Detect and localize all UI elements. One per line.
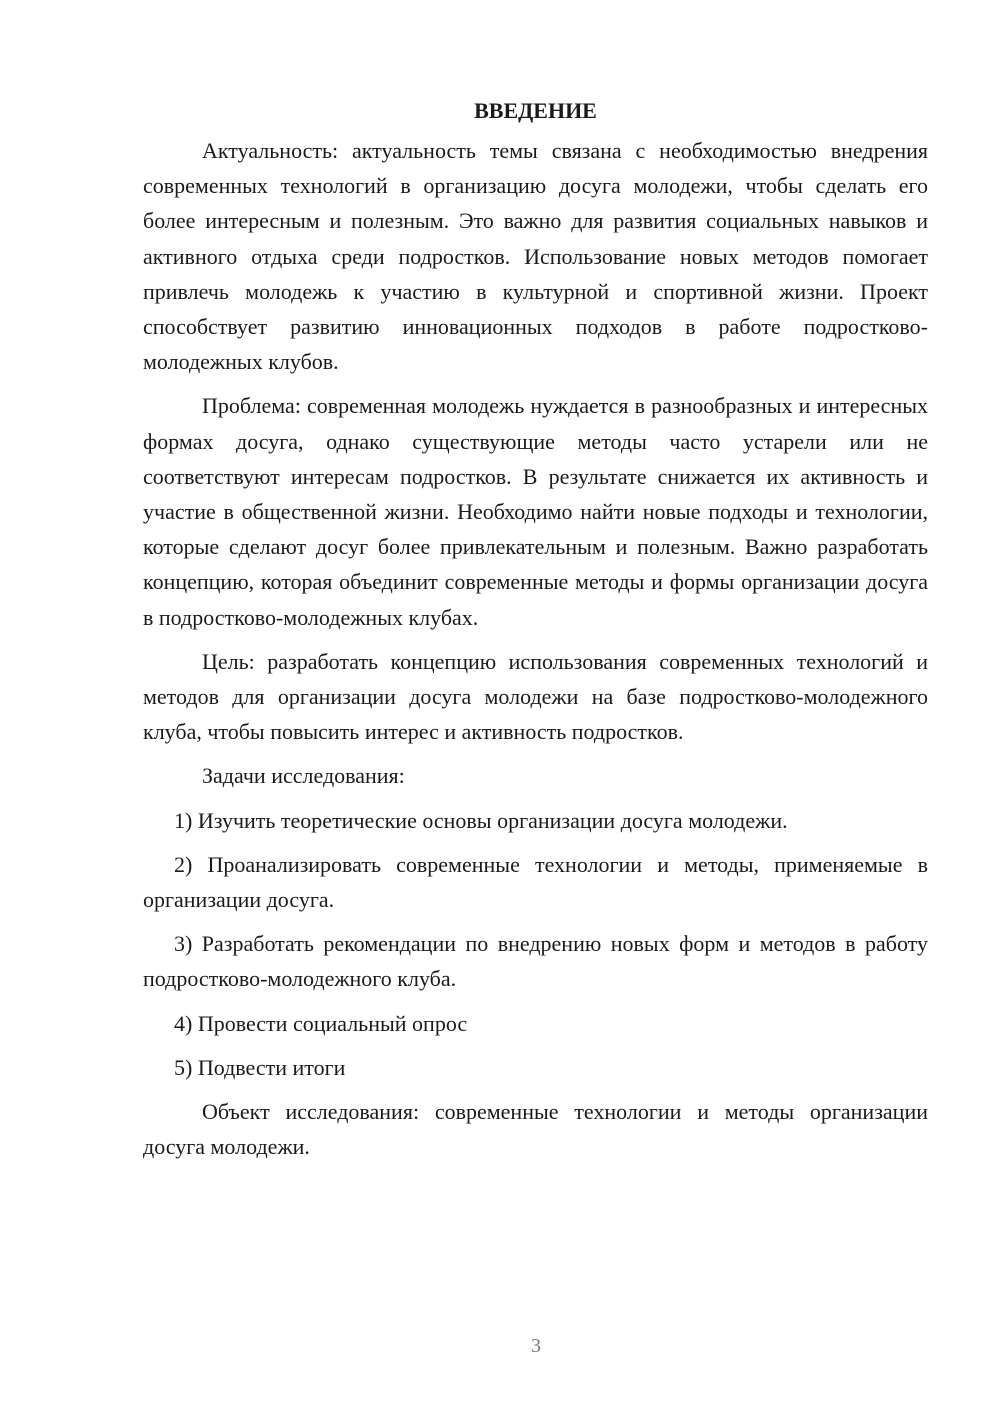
paragraph-object: Объект исследования: современные технологии и методы организации досуга молодежи. [143,1099,928,1160]
document-page [143,93,928,1173]
task-item-5: 5) Подвести итоги [174,1054,346,1080]
paragraph-problem: Проблема: современная молодежь нуждается в разнообразных и интересных формах досуга, однако существующие методы часто устарели или не соответствуют интересам подростков. В результате снижается их активность и участие в общественной жизни. Необходимо найти новые подходы и технологии, которые сделают досуг более привлекательным и полезным. Важно разработать концепцию, которая объединит современные методы и формы организации досуга в подростково-молодежных клубах. [143,393,928,630]
page-title: ВВЕДЕНИЕ [474,98,597,123]
task-item-2: 2) Проанализировать современные технологии и методы, применяемые в организации досуга. [143,851,928,913]
paragraph-relevance: Актуальность: актуальность темы связана с необходимостью внедрения современных технологий в организацию досуга молодежи, чтобы сделать его более интересным и полезным. Это важно для развития социальных навыков и активного отдыха среди подростков. Использование новых методов помогает привлечь молодежь к участию в культурной и спортивной жизни. Проект способствует развитию инновационных подходов в работе подростково-молодежных клубов. [143,138,928,375]
paragraph-goal: Цель: разработать концепцию использования современных технологий и методов для организации досуга молодежи на базе подростково-молодежного клуба, чтобы повысить интерес и активность подростков. [143,648,928,745]
tasks-heading: Задачи исследования: [202,763,405,789]
task-item-4: 4) Провести социальный опрос [174,1010,468,1036]
task-item-3: 3) Разработать рекомендации по внедрению новых форм и методов в работу подростково-молодежного клуба. [143,931,928,992]
task-item-1: 1) Изучить теоретические основы организации досуга молодежи. [174,807,788,833]
page-number: 3 [531,1335,541,1357]
